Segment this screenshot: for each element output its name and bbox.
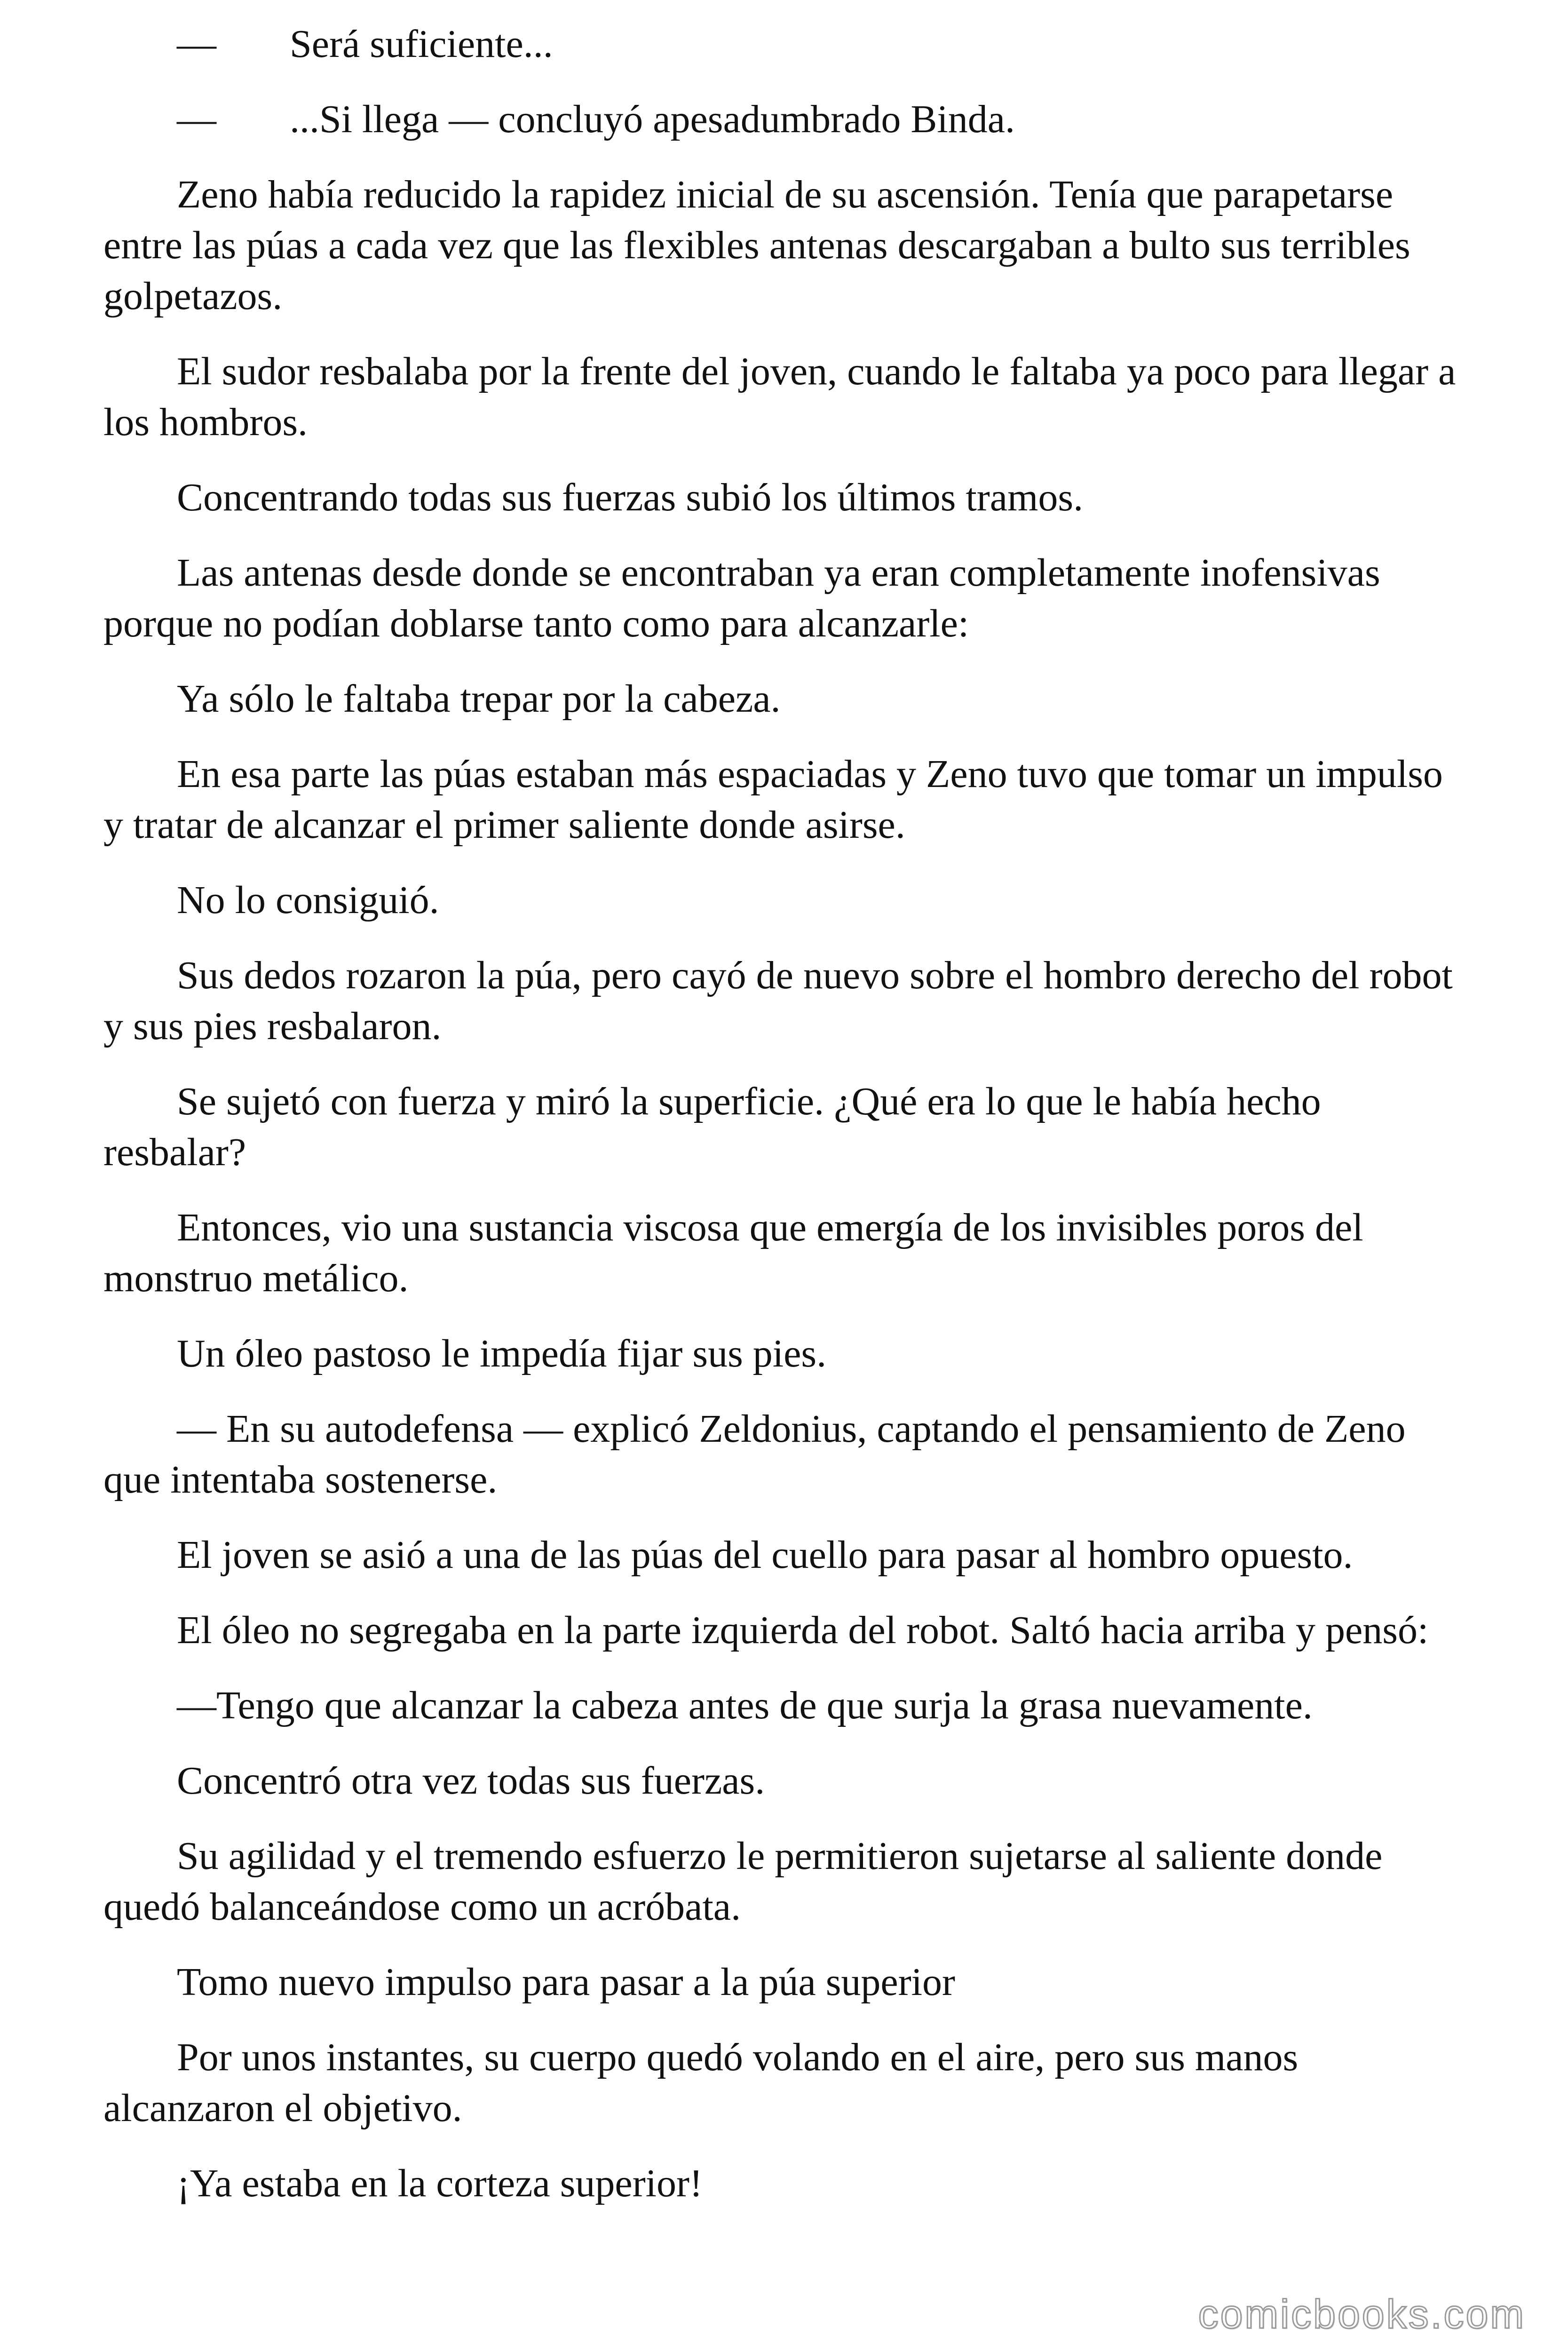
paragraph: Ya sólo le faltaba trepar por la cabeza. [177,677,781,721]
paragraph: Por unos instantes, su cuerpo quedó volando en el aire, pero sus manos alcanzaron el objetivo. [103,2035,1299,2130]
paragraph: El joven se asió a una de las púas del cuello para pasar al hombro opuesto. [177,1533,1353,1577]
paragraph: Concentrando todas sus fuerzas subió los últimos tramos. [177,476,1084,519]
paragraph: En esa parte las púas estaban más espaciadas y Zeno tuvo que tomar un impulso y tratar de alcanzar el primer saliente donde asirse. [103,752,1443,847]
paragraph: Las antenas desde donde se encontraban ya eran completamente inofensivas porque no podían doblarse tanto como para alcanzarle: [103,551,1380,645]
paragraph: —Tengo que alcanzar la cabeza antes de que surja la grasa nuevamente. [177,1684,1313,1727]
paragraph: ¡Ya estaba en la corteza superior! [177,2161,703,2205]
dialog-text: Será suficiente... [290,22,553,66]
paragraph: Se sujetó con fuerza y miró la superficie. ¿Qué era lo que le había hecho resbalar? [103,1080,1321,1174]
paragraph: Su agilidad y el tremendo esfuerzo le permitieron sujetarse al saliente donde quedó balanceándose como un acróbata. [103,1834,1383,1929]
paragraph: Concentró otra vez todas sus fuerzas. [177,1759,765,1803]
paragraph: No lo consiguió. [177,878,439,922]
dialog-line [103,94,1467,145]
paragraph: El sudor resbalaba por la frente del joven, cuando le faltaba ya poco para llegar a los hombros. [103,350,1456,444]
dialog-dash: — [177,97,216,141]
watermark: comicbooks.com [1198,2292,1526,2337]
dialog-line [103,19,1467,70]
paragraph: Sus dedos rozaron la púa, pero cayó de nuevo sobre el hombro derecho del robot y sus pies resbalaron. [103,954,1453,1048]
paragraph: Entonces, vio una sustancia viscosa que emergía de los invisibles poros del monstruo metálico. [103,1206,1363,1300]
paragraph: El óleo no segregaba en la parte izquierda del robot. Saltó hacia arriba y pensó: [177,1608,1429,1652]
paragraph: Un óleo pastoso le impedía fijar sus pies. [177,1332,827,1375]
document-page [103,19,1467,2233]
paragraph: Zeno había reducido la rapidez inicial de su ascensión. Tenía que parapetarse entre las púas a cada vez que las flexibles antenas descargaban a bulto sus terribles golpetazos. [103,173,1410,318]
dialog-dash: — [177,22,216,66]
paragraph: Tomo nuevo impulso para pasar a la púa superior [177,1960,955,2004]
paragraph: — En su autodefensa — explicó Zeldonius, captando el pensamiento de Zeno que intentaba sostenerse. [103,1407,1406,1502]
dialog-text: ...Si llega — concluyó apesadumbrado Binda. [290,97,1015,141]
